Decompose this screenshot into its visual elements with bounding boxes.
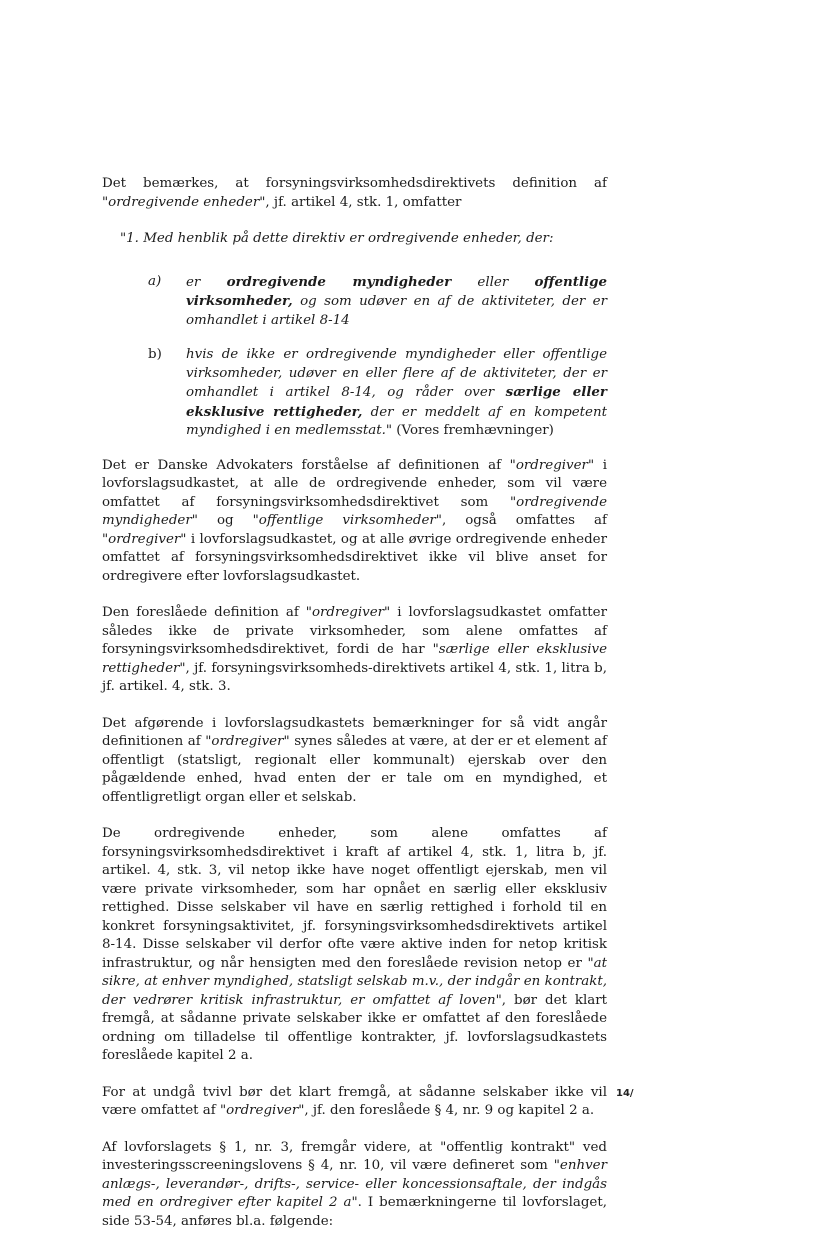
text-italic: ordregiver: [211, 734, 284, 749]
text-italic: ordregivende enheder: [108, 194, 260, 210]
text-italic: enhver anlægs-, leverandør-, drifts-, service- eller koncessionsaftale, der indgås med en ordregiver efter kapitel 2 a: [102, 1158, 607, 1210]
paragraph-intro: [102, 175, 607, 212]
text-bold: offentlige virksomheder,: [186, 273, 607, 309]
text: Af lovforslagets § 1, nr. 3, fremgår videre, at "offentlig kontrakt" ved investeringsscreeningslovens § 4, nr. 10, vil være defineret som ": [102, 1139, 607, 1173]
text: og som udøver en af de aktiviteter, der er omhandlet i artikel 8-14: [186, 294, 607, 328]
text: ", jf. artikel 4, stk. 1, omfatter: [259, 194, 462, 210]
text: " i lovforslagsudkastet, og at alle øvrige ordregivende enheder omfattet af forsyningsvirksomhedsdirektivet ikke vil blive anset for ordregivere efter lovforslagsudkastet.: [102, 531, 607, 584]
paragraph-5: [102, 825, 607, 1066]
quote-intro: "1. Med henblik på dette direktiv er ordregivende enheder, der:: [120, 231, 554, 246]
text-italic: at sikre, at enhver myndighed, statsligt selskab m.v., der indgår en kontrakt, der vedrører kritisk infrastruktur, er omfattet af loven: [102, 955, 607, 1008]
text: " i lovforslagsudkastet, at alle de ordregivende enheder, som vil være omfattet af forsyningsvirksomhedsdirektivet som ": [102, 457, 607, 510]
text: " i lovforslagsudkastet omfatter således ikke de private virksomheder, som alene omfattes af forsyningsvirksomhedsdirektivet, fordi de har ": [102, 605, 608, 657]
text: De ordregivende enheder, som alene omfattes af forsyningsvirksomhedsdirektivet i kraft af artikel 4, stk. 1, litra b, jf. artikel. 4, stk. 3, vil netop ikke have noget offentligt ejerskab, men vil være private virksomheder, som har opnået en særlig eller eksklusiv rettighed. Disse selskaber vil have en særlig rettighed i forhold til en konkret forsyningsaktivitet, jf. forsyningsvirksomhedsdirektivets artikel 8-14. Disse selskaber vil derfor ofte være aktive inden for netop kritisk infrastruktur, og når hensigten med den foreslåede revision netop er ": [102, 826, 607, 971]
text: ", bør det klart fremgå, at sådanne private selskaber ikke er omfattet af den foreslåede ordning om tilladelse til offentlige kontrakter, jf. lovforslagsudkastets foreslåede kapitel 2 a.: [102, 992, 607, 1063]
text: ", også omfattes af ": [102, 513, 607, 547]
text: " synes således at være, at der er et element af offentligt (statsligt, regionalt eller kommunalt) ejerskab over den pågældende enhed, hvad enten der er tale om en myndighed, et offentligretligt organ eller et selskab.: [102, 734, 607, 805]
text: " (Vores fremhævninger): [385, 423, 554, 438]
text-italic: ordregiver: [226, 1103, 299, 1118]
list-item-b: [102, 346, 607, 441]
text-italic: ordregivende myndigheder: [102, 494, 607, 528]
text: Det er Danske Advokaters forståelse af definitionen af ": [102, 457, 516, 473]
text: Det bemærkes, at forsyningsvirksomhedsdirektivets definition af ": [102, 176, 607, 210]
text: hvis de ikke er ordregivende myndigheder eller offentlige virksomheder, udøver en eller flere af de aktiviteter, der er omhandlet i artikel 8-14, og råder over: [186, 347, 607, 400]
text-italic: offentlige virksomheder: [258, 513, 436, 528]
text-italic: ordregiver: [311, 605, 385, 620]
text: er: [186, 274, 227, 290]
list-label-b: b): [148, 347, 162, 362]
paragraph-6: [102, 1084, 607, 1121]
paragraph-3: [102, 604, 607, 697]
text: ", jf. den foreslåede § 4, nr. 9 og kapitel 2 a.: [298, 1103, 595, 1118]
text: " og ": [191, 513, 259, 528]
text-italic: ordregiver: [515, 457, 588, 473]
list-item-a: [102, 273, 607, 331]
text: Den foreslåede definition af ": [102, 605, 312, 620]
text: der er meddelt af en kompetent myndighed i en medlemsstat.: [186, 404, 607, 438]
text: ", jf. forsyningsvirksomheds-direktivets artikel 4, stk. 1, litra b, jf. artikel. 4, stk. 3.: [102, 660, 607, 694]
list-label-a: a): [148, 273, 162, 289]
paragraph-2: [102, 457, 607, 587]
text: ". I bemærkningerne til lovforslaget, side 53-54, anføres bl.a. følgende:: [102, 1195, 607, 1229]
text-bold: særlige eller eksklusive rettigheder,: [186, 384, 607, 420]
paragraph-7: [102, 1139, 607, 1232]
text-italic: særlige eller eksklusive rettigheder: [102, 642, 607, 676]
text: For at undgå tvivl bør det klart fremgå, at sådanne selskaber ikke vil være omfattet af ": [102, 1084, 607, 1118]
text-italic: ordregiver: [108, 531, 181, 547]
text: Det afgørende i lovforslagsudkastets bemærkninger for så vidt angår definitionen af ": [102, 715, 607, 749]
paragraph-4: [102, 715, 607, 808]
text: eller: [451, 274, 535, 290]
text-bold: ordregivende myndigheder: [226, 273, 452, 290]
document-body: [102, 175, 607, 1249]
page-number: 14/: [616, 1088, 634, 1099]
